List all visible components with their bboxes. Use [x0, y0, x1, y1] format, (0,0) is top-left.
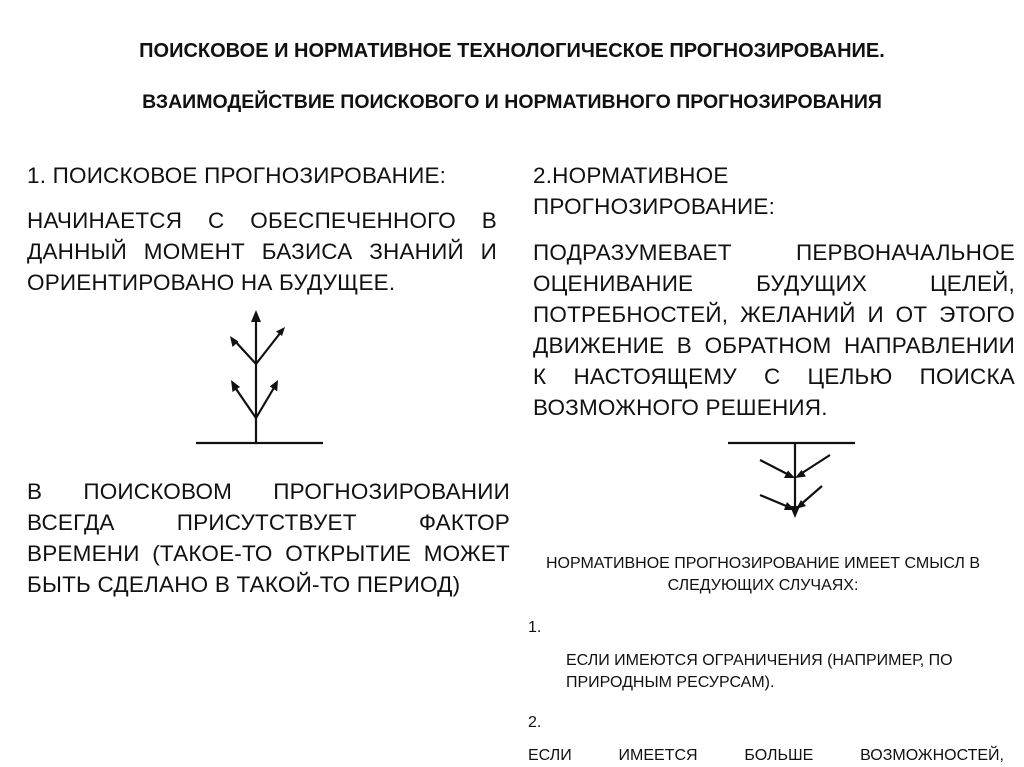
case-2-text: ЕСЛИ ИМЕЕТСЯ БОЛЬШЕ ВОЗМОЖНОСТЕЙ,	[528, 747, 1004, 764]
left-time-factor: В ПОИСКОВОМ ПРОГНОЗИРОВАНИИ ВСЕГДА ПРИСУТСТВУЕТ ФАКТОР ВРЕМЕНИ (ТАКОЕ-ТО ОТКРЫТИЕ МОЖЕТ БЫТЬ СДЕЛАНО В ТАКОЙ-ТО ПЕРИОД)	[27, 479, 510, 597]
right-heading: 2.НОРМАТИВНОЕ ПРОГНОЗИРОВАНИЕ:	[533, 163, 776, 219]
left-heading: 1. ПОИСКОВОЕ ПРОГНОЗИРОВАНИЕ:	[27, 163, 447, 188]
cases-heading: НОРМАТИВНОЕ ПРОГНОЗИРОВАНИЕ ИМЕЕТ СМЫСЛ В СЛЕДУЮЩИХ СЛУЧАЯХ:	[545, 555, 981, 594]
case-1-text-content: ЕСЛИ ИМЕЮТСЯ ОГРАНИЧЕНИЯ (НАПРИМЕР, ПО ПРИРОДНЫМ РЕСУРСАМ).	[566, 652, 953, 691]
left-description: НАЧИНАЕТСЯ С ОБЕСПЕЧЕННОГО В ДАННЫЙ МОМЕНТ БАЗИСА ЗНАНИЙ И ОРИЕНТИРОВАНО НА БУДУЩЕЕ.	[27, 208, 497, 295]
case-1-number: 1.	[528, 619, 542, 636]
case-1-text	[528, 650, 993, 694]
page-subtitle: ВЗАИМОДЕЙСТВИЕ ПОИСКОВОГО И НОРМАТИВНОГО ПРОГНОЗИРОВАНИЯ	[142, 91, 882, 113]
case-2-number: 2.	[528, 714, 542, 731]
page-title: ПОИСКОВОЕ И НОРМАТИВНОЕ ТЕХНОЛОГИЧЕСКОЕ ПРОГНОЗИРОВАНИЕ.	[139, 40, 885, 62]
right-description: ПОДРАЗУМЕВАЕТ ПЕРВОНАЧАЛЬНОЕ ОЦЕНИВАНИЕ БУДУЩИХ ЦЕЛЕЙ, ПОТРЕБНОСТЕЙ, ЖЕЛАНИЙ И ОТ ЭТОГО ДВИЖЕНИЕ В ОБРАТНОМ НАПРАВЛЕНИИ К НАСТОЯЩЕМУ С ЦЕЛЬЮ ПОИСКА ВОЗМОЖНОГО РЕШЕНИЯ.	[533, 240, 1015, 420]
branch-arrow	[799, 455, 830, 475]
